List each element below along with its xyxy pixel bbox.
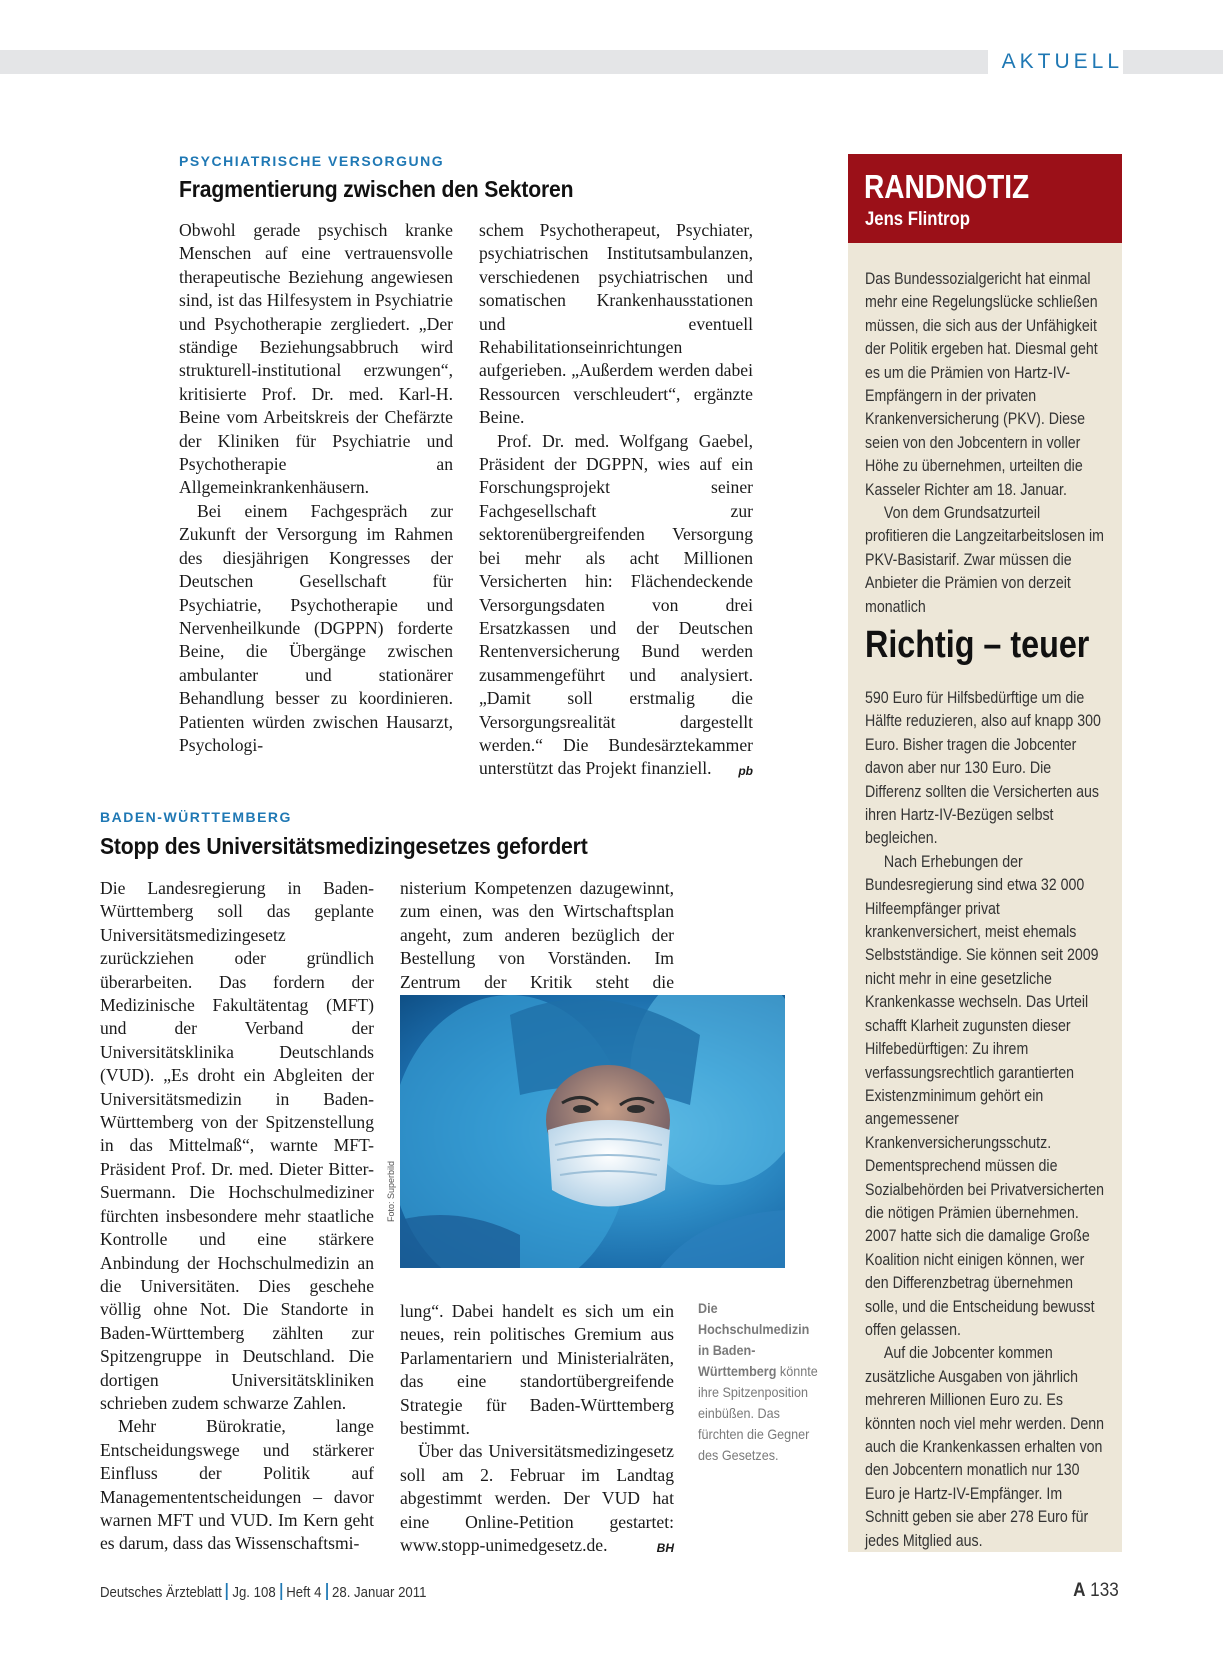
journal-date: 28. Januar 2011 [332,1584,427,1601]
surgeon-photo [400,995,785,1268]
sidebar-title: RANDNOTIZ [864,168,1030,205]
caption-bold: Die Hochschulmedizin in Baden-Württemberg [698,1300,810,1379]
paragraph: Bei einem Fachgespräch zur Zukunft der Versorgung im Rahmen des diesjährigen Kongresses der Deutschen Gesellschaft für Psychiatrie, Psychotherapie und Nervenheilkunde (DGPPN) forderte Beine, die Übergänge zwischen ambulanter und stationärer Behandlung besser zu koordinieren. Patienten würden zwischen Hausarzt, Psychologi- [179,500,453,755]
paragraph-text: Über das Universitätsmedizingesetz soll am 2. Februar im Landtag abgestimmt werden. Der VUD hat eine Online-Petition gestartet: www.stopp-unimedgesetz.de. [400,1441,674,1556]
author-signature: BH [656,1541,674,1556]
article2-column-2-bottom [400,1300,674,1560]
surgeon-illustration [400,995,785,1268]
article2-kicker: BADEN-WÜRTTEMBERG [100,809,292,825]
article1-headline: Fragmentierung zwischen den Sektoren [179,176,574,202]
journal-issue: Heft 4 [286,1584,322,1601]
author-signature: pb [738,764,753,779]
sidebar-text-top [865,268,1105,619]
randnotiz-sidebar [848,154,1122,1552]
paragraph: nisterium Kompetenzen dazugewinnt, zum einen, was den Wirtschaftsplan angeht, zum anderen bezüglich der Bestellung von Vorständen. Im Zentrum der Kritik steht die [400,878,674,992]
paragraph: Das Bundessozialgericht hat einmal mehr eine Regelungslücke schließen müssen, die sich aus der Unfähigkeit der Politik ergeben hat. Diesmal geht es um die Prämien von Hartz-IV-Empfängern in der privaten Krankenversicherung (PKV). Diese seien von den Jobcentern in voller Höhe zu übernehmen, urteilten die Kasseler Richter am 18. Januar. [865,270,1098,499]
page-footer [100,1583,426,1601]
paragraph: 590 Euro für Hilfsbedürftige um die Hälfte reduzieren, also auf knapp 300 Euro. Bisher tragen die Jobcenter davon aber nur 130 Euro. Die Differenz sollten die Versicherten aus ihren Hartz-IV-Bezügen selbst begleichen. [865,689,1101,848]
paragraph: Mehr Bürokratie, lange Entscheidungswege und stärkerer Einfluss der Politik auf Managemententscheidungen – davor warnen MFT und VUD. Im Kern geht es darum, dass das Wissenschaftsmi- [100,1416,374,1554]
paragraph: Die Landesregierung in Baden-Württemberg soll das geplante Universitätsmedizingesetz zurückziehen oder gründlich überarbeiten. Das fordern der Medizinische Fakultätentag (MFT) und der Verband der Universitätsklinika Deutschlands (VUD). „Es droht ein Abgleiten der Universitätsmedizin in Baden-Württemberg von der Spitzenstellung in das Mittelmaß“, warnte MFT-Präsident Prof. Dr. med. Dieter Bitter-Suermann. Die Hochschulmediziner fürchten insbesondere mehr staatliche Kontrolle und eine stärkere Anbindung der Hochschulmedizin an die Universitäten. Dies geschehe völlig ohne Not. Die Standorte in Baden-Württemberg zählten zur Spitzengruppe in Deutschland. Die dortigen Universitätskliniken schrieben zudem schwarze Zahlen. [100,878,374,1413]
article1-column-2 [479,219,753,784]
paragraph [479,430,753,781]
journal-volume: Jg. 108 [232,1584,276,1601]
photo-caption [698,1298,820,1466]
article1-column-1 [179,219,453,757]
article2-headline: Stopp des Universitätsmedizingesetzes gefordert [100,833,588,859]
sidebar-author: Jens Flintrop [865,209,970,230]
photo-credit: Foto: Superbild [386,1160,396,1222]
paragraph: Auf die Jobcenter kommen zusätzliche Ausgaben von jährlich mehreren Millionen Euro zu. Es könnten noch viel mehr werden. Denn auch die Krankenkassen erhalten von den Jobcentern monatlich nur 130 Euro je Hartz-IV-Empfänger. Im Schnitt geben sie aber 278 Euro für jedes Mitglied aus. [865,1344,1105,1550]
article1-kicker: PSYCHIATRISCHE VERSORGUNG [179,153,445,169]
caption-text: könnte ihre Spitzenposition einbüßen. Das fürchten die Gegner des Gesetzes. [698,1363,818,1463]
paragraph [400,1440,674,1557]
page-number [1073,1580,1119,1602]
sidebar-headline: Richtig – teuer [865,624,1090,666]
paragraph: schem Psychotherapeut, Psychiater, psychiatrischen Institutsambulanzen, verschiedenen psychiatrischen und somatischen Krankenhausstationen und eventuell Rehabilitationseinrichtungen aufgerieben. „Außerdem werden dabei Ressourcen verschleudert“, ergänzte Beine. [479,220,753,428]
page-prefix: A [1073,1580,1086,1601]
paragraph-text: Prof. Dr. med. Wolfgang Gaebel, Präsident der DGPPN, wies auf ein Forschungsprojekt seiner Fachgesellschaft zur sektorenübergreifenden Versorgung bei mehr als acht Millionen Versicherten hin: Flächendeckende Versorgungsdaten von drei Ersatzkassen und der Deutschen Rentenversicherung Bund werden zusammengeführt und analysiert. „Damit soll erstmalig die Versorgungsrealität dargestellt werden.“ Die Bundesärztekammer unterstützt das Projekt finanziell. [479,430,753,779]
footer-divider [280,1583,282,1600]
page-number-value: 133 [1090,1580,1119,1601]
paragraph: Nach Erhebungen der Bundesregierung sind etwa 32 000 Hilfeempfänger privat krankenversichert, meist ehemals Selbstständige. Sie können seit 2009 nicht mehr in eine gesetzliche Krankenkasse wechseln. Das Urteil schafft Klarheit zugunsten dieser Hilfebedürftigen: Zu ihrem verfassungsrechtlich garantierten Existenzminimum gehört ein angemessener Krankenversicherungsschutz. Dementsprechend müssen die Sozialbehörden bei Privatversicherten die nötigen Prämien übernehmen. 2007 hatte sich die damalige Große Koalition nicht einigen können, wer den Differenzbetrag übernehmen solle, und die Entscheidung bewusst offen gelassen. [865,852,1104,1339]
footer-divider [326,1583,328,1600]
section-label: AKTUELL [988,50,1123,74]
article2-column-1 [100,877,374,1556]
paragraph: Obwohl gerade psychisch kranke Menschen auf eine vertrauensvolle therapeutische Beziehung angewiesen sind, ist das Hilfesystem in Psychiatrie und Psychotherapie zergliedert. „Der ständige Beziehungsabbruch wird strukturell-institutional erzwungen“, kritisierte Prof. Dr. med. Karl-H. Beine vom Arbeitskreis der Chefärzte der Kliniken für Psychiatrie und Psychotherapie an Allgemeinkrankenhäusern. [179,220,453,498]
footer-divider [226,1583,228,1600]
sidebar-text-bottom [865,687,1105,1553]
paragraph: lung“. Dabei handelt es sich um ein neues, rein politisches Gremium aus Parlamentariern und Ministerialräten, das eine standortübergreifende Strategie für Baden-Württemberg bestimmt. [400,1301,674,1439]
paragraph: Von dem Grundsatzurteil profitieren die Langzeitarbeitslosen im PKV-Basistarif. Zwar müssen die Anbieter die Prämien von derzeit monatlich [865,504,1104,616]
sidebar-header [848,154,1122,243]
journal-name: Deutsches Ärzteblatt [100,1584,222,1601]
